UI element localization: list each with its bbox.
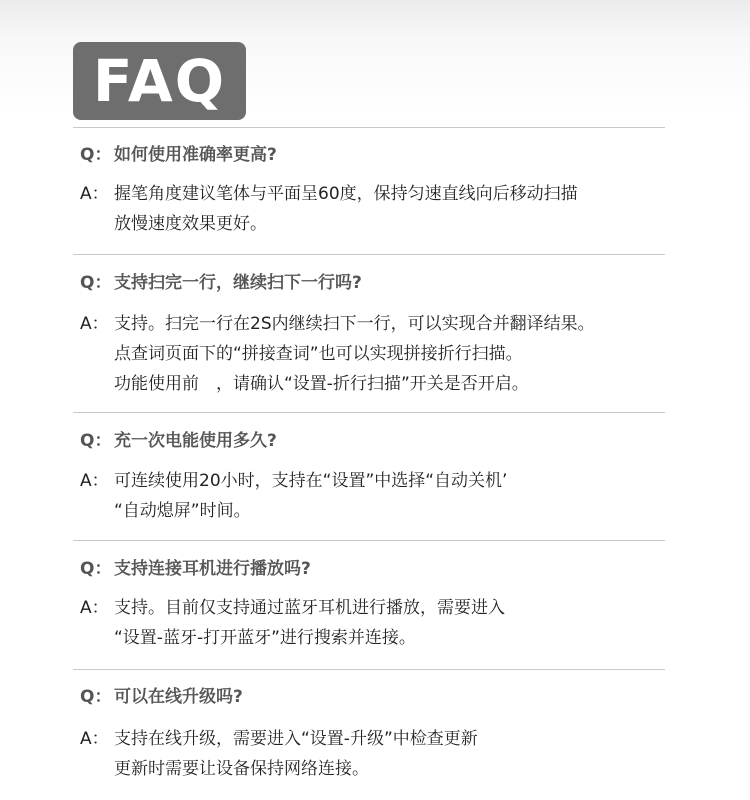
question-label: Q：: [80, 273, 112, 293]
answer-line: 支持。扫完一行在2S内继续扫下一行，可以实现合并翻译结果。: [114, 314, 595, 334]
answer-line: 点查词页面下的“拼接查词”也可以实现拼接折行扫描。: [114, 344, 523, 364]
answer-label: A：: [80, 729, 109, 749]
faq-question: [80, 684, 243, 710]
question-label: Q：: [80, 431, 112, 451]
divider: [73, 540, 665, 541]
question-label: Q：: [80, 687, 112, 707]
faq-question: [80, 428, 277, 454]
answer-line: “自动熄屏”时间。: [114, 501, 251, 521]
faq-question: [80, 142, 277, 168]
answer-label: A：: [80, 314, 109, 334]
faq-answer: [80, 309, 680, 399]
answer-line: 更新时需要让设备保持网络连接。: [114, 759, 369, 779]
divider: [73, 127, 665, 128]
faq-answer: [80, 179, 680, 239]
divider: [73, 412, 665, 413]
question-text: 可以在线升级吗?: [114, 687, 243, 707]
answer-line: 支持在线升级，需要进入“设置-升级”中检查更新: [114, 729, 478, 749]
faq-title-badge: FAQ: [73, 42, 246, 120]
divider: [73, 254, 665, 255]
answer-label: A：: [80, 471, 109, 491]
faq-answer: [80, 593, 680, 653]
answer-line: 可连续使用20小时，支持在“设置”中选择“自动关机’: [114, 471, 508, 491]
answer-line: 放慢速度效果更好。: [114, 214, 267, 234]
question-text: 充一次电能使用多久?: [114, 431, 277, 451]
answer-line: 支持。目前仅支持通过蓝牙耳机进行播放，需要进入: [114, 598, 505, 618]
answer-label: A：: [80, 598, 109, 618]
answer-label: A：: [80, 184, 109, 204]
question-text: 如何使用准确率更高?: [114, 145, 277, 165]
faq-question: [80, 556, 311, 582]
question-text: 支持连接耳机进行播放吗?: [114, 559, 311, 579]
answer-line: 功能使用前 ，请确认“设置-折行扫描”开关是否开启。: [114, 374, 529, 394]
answer-line: “设置-蓝牙-打开蓝牙”进行搜索并连接。: [114, 628, 416, 648]
question-label: Q：: [80, 145, 112, 165]
faq-answer: [80, 724, 680, 784]
answer-line: 握笔角度建议笔体与平面呈60度，保持匀速直线向后移动扫描: [114, 184, 578, 204]
faq-answer: [80, 466, 680, 526]
faq-question: [80, 270, 362, 296]
divider: [73, 669, 665, 670]
question-label: Q：: [80, 559, 112, 579]
question-text: 支持扫完一行，继续扫下一行吗?: [114, 273, 362, 293]
